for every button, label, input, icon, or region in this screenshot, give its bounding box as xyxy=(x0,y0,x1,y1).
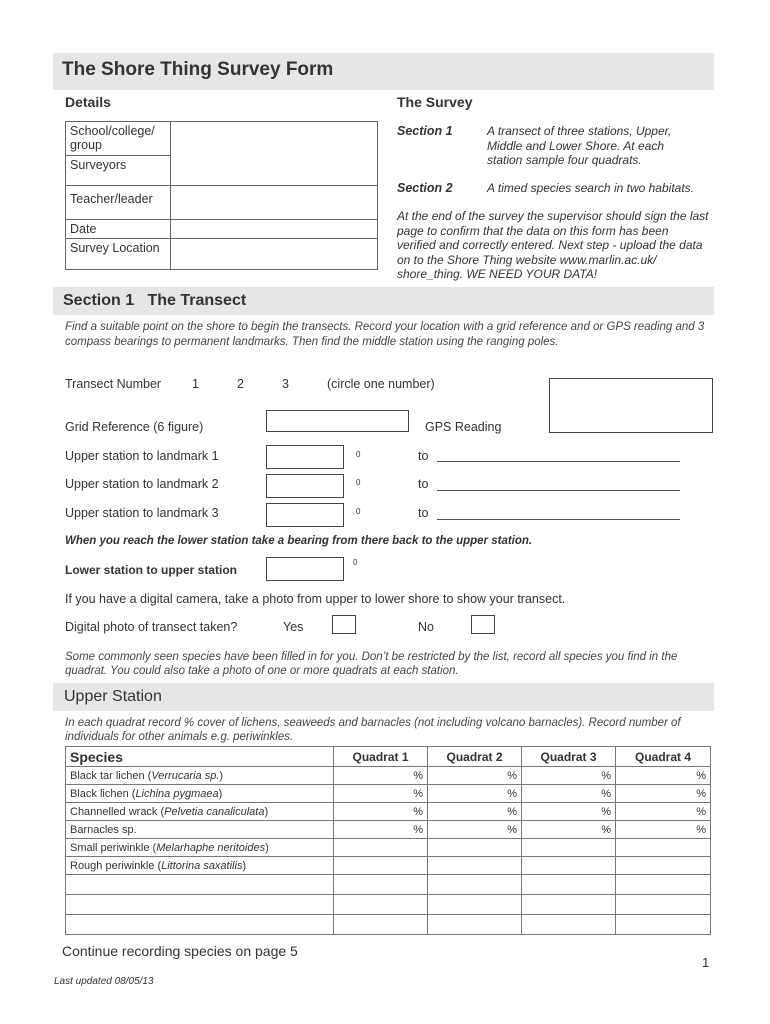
percent-sign: % xyxy=(601,805,611,818)
percent-sign: % xyxy=(507,787,517,800)
species-common-name: Black tar lichen xyxy=(70,769,145,782)
lower-station-note: When you reach the lower station take a bearing from there back to the upper station. xyxy=(65,535,533,547)
lower-station-bearing-input[interactable] xyxy=(266,557,344,581)
quadrat-2-cell[interactable] xyxy=(428,767,522,785)
blank-table-row xyxy=(66,895,711,915)
percent-sign: % xyxy=(413,823,423,836)
details-label-teacher: Teacher/leader xyxy=(70,192,153,206)
landmark-2-bearing-input[interactable] xyxy=(266,474,344,498)
species-name-cell xyxy=(66,821,334,839)
species-name-cell: Channelled wrack (Pelvetia canaliculata) xyxy=(66,803,334,821)
landmark-2-degree: 0 xyxy=(356,478,361,487)
quadrat-4-cell[interactable] xyxy=(616,803,711,821)
percent-sign: % xyxy=(696,823,706,836)
survey-section1-text: A transect of three stations, Upper, Middle and Lower Shore. At each station sample four quadrats. xyxy=(487,124,672,167)
quadrat-2-cell[interactable] xyxy=(428,895,522,915)
landmark-3-bearing-input[interactable] xyxy=(266,503,344,527)
quadrat-4-cell[interactable] xyxy=(616,767,711,785)
quadrat-3-cell[interactable] xyxy=(522,895,616,915)
landmark-1-bearing-input[interactable] xyxy=(266,445,344,469)
table-row xyxy=(66,785,711,803)
percent-sign: % xyxy=(601,787,611,800)
photo-yes-label: Yes xyxy=(283,620,304,634)
upper-station-heading: Upper Station xyxy=(64,688,162,705)
col-quadrat-4: Quadrat 4 xyxy=(616,747,711,767)
details-label-location: Survey Location xyxy=(70,241,160,255)
quadrat-2-cell[interactable] xyxy=(428,821,522,839)
percent-sign: % xyxy=(696,805,706,818)
survey-section2-text: A timed species search in two habitats. xyxy=(487,181,694,195)
survey-section2-label: Section 2 xyxy=(397,181,453,195)
quadrat-1-cell[interactable] xyxy=(334,875,428,895)
species-note: Some commonly seen species have been filled in for you. Don’t be restricted by the list, record all species you find in the quadrat. You could also take a photo of one or more quadrats at each station. xyxy=(65,651,678,677)
quadrat-4-cell[interactable] xyxy=(616,915,711,935)
landmark-3-degree: 0 xyxy=(356,507,361,516)
percent-sign: % xyxy=(507,769,517,782)
landmark-2-label: Upper station to landmark 2 xyxy=(65,477,219,491)
quadrat-3-cell[interactable] xyxy=(522,915,616,935)
table-row xyxy=(66,857,711,875)
quadrat-1-cell[interactable] xyxy=(334,915,428,935)
quadrat-1-cell[interactable] xyxy=(334,895,428,915)
quadrat-4-cell[interactable] xyxy=(616,857,711,875)
quadrat-2-cell[interactable] xyxy=(428,875,522,895)
species-common-name: Black lichen xyxy=(70,787,129,800)
details-label-surveyors: Surveyors xyxy=(70,158,127,172)
species-name-cell[interactable] xyxy=(66,875,334,895)
photo-yes-checkbox[interactable] xyxy=(332,615,356,634)
species-table xyxy=(65,746,711,935)
grid-ref-label: Grid Reference (6 figure) xyxy=(65,420,204,434)
percent-sign: % xyxy=(413,769,423,782)
quadrat-2-cell[interactable] xyxy=(428,915,522,935)
col-species: Species xyxy=(66,747,334,767)
quadrat-2-cell[interactable] xyxy=(428,803,522,821)
lower-station-degree: 0 xyxy=(353,558,358,567)
landmark-2-to-label: to xyxy=(418,477,429,491)
photo-label: Digital photo of transect taken? xyxy=(65,620,238,634)
species-common-name: Barnacles sp. xyxy=(70,823,137,836)
survey-section1-label: Section 1 xyxy=(397,124,453,138)
landmark-3-label: Upper station to landmark 3 xyxy=(65,506,219,520)
quadrat-4-cell[interactable] xyxy=(616,785,711,803)
species-name-cell[interactable] xyxy=(66,915,334,935)
percent-sign: % xyxy=(507,805,517,818)
table-row xyxy=(66,803,711,821)
photo-no-checkbox[interactable] xyxy=(471,615,495,634)
quadrat-3-cell[interactable] xyxy=(522,857,616,875)
circle-hint: (circle one number) xyxy=(327,377,435,391)
species-name-cell: Rough periwinkle (Littorina saxatilis) xyxy=(66,857,334,875)
form-title: The Shore Thing Survey Form xyxy=(62,59,334,80)
gps-label: GPS Reading xyxy=(425,420,502,434)
percent-sign: % xyxy=(507,823,517,836)
grid-ref-input[interactable] xyxy=(266,410,409,432)
section1-intro: Find a suitable point on the shore to begin the transects. Record your location with a grid reference and or GPS reading and 3 compass bearings to permanent landmarks. Then find the middle station using the ranging poles. xyxy=(65,321,705,348)
transect-number-1[interactable]: 1 xyxy=(192,377,199,391)
species-latin-name: Melarhaphe neritoides xyxy=(156,841,266,854)
details-label-school: School/college/ group xyxy=(70,124,155,152)
quadrat-4-cell[interactable] xyxy=(616,821,711,839)
quadrat-1-cell[interactable] xyxy=(334,857,428,875)
survey-note: At the end of the survey the supervisor should sign the last page to confirm that the data on this form has been verified and correctly entered. Next step - upload the data on to the Shore Thing website www.marlin.ac.uk/ shore_thing. WE NEED YOUR DATA! xyxy=(397,209,709,281)
percent-sign: % xyxy=(696,787,706,800)
quadrat-1-cell[interactable] xyxy=(334,839,428,857)
landmark-1-label: Upper station to landmark 1 xyxy=(65,449,219,463)
details-input-location[interactable] xyxy=(171,239,378,270)
page-number: 1 xyxy=(702,955,710,970)
species-latin-name: Pelvetia canaliculata xyxy=(164,805,265,818)
details-input-teacher[interactable] xyxy=(171,186,378,220)
species-common-name: Channelled wrack xyxy=(70,805,158,818)
photo-no-label: No xyxy=(418,620,434,634)
details-label-date: Date xyxy=(70,222,97,236)
quadrat-3-cell[interactable] xyxy=(522,839,616,857)
landmark-3-to-label: to xyxy=(418,506,429,520)
last-updated: Last updated 08/05/13 xyxy=(54,976,154,987)
blank-table-row xyxy=(66,915,711,935)
quadrat-4-cell[interactable] xyxy=(616,839,711,857)
quadrat-1-cell[interactable] xyxy=(334,803,428,821)
col-quadrat-1: Quadrat 1 xyxy=(334,747,428,767)
percent-sign: % xyxy=(601,823,611,836)
species-latin-name: Littorina saxatilis xyxy=(161,859,243,872)
species-name-cell[interactable] xyxy=(66,895,334,915)
col-quadrat-2: Quadrat 2 xyxy=(428,747,522,767)
details-input-date[interactable] xyxy=(171,220,378,239)
quadrat-3-cell[interactable] xyxy=(522,821,616,839)
quadrat-1-cell[interactable] xyxy=(334,785,428,803)
quadrat-3-cell[interactable] xyxy=(522,875,616,895)
quadrat-3-cell[interactable] xyxy=(522,785,616,803)
percent-sign: % xyxy=(601,769,611,782)
quadrat-2-cell[interactable] xyxy=(428,785,522,803)
quadrat-1-cell[interactable] xyxy=(334,821,428,839)
landmark-1-degree: 0 xyxy=(356,450,361,459)
species-name-cell: Small periwinkle (Melarhaphe neritoides) xyxy=(66,839,334,857)
details-input-school[interactable] xyxy=(171,122,378,186)
species-latin-name: Lichina pygmaea xyxy=(135,787,219,800)
gps-reading-box[interactable] xyxy=(549,378,713,433)
quadrat-1-cell[interactable] xyxy=(334,767,428,785)
species-name-cell: Black tar lichen (Verrucaria sp.) xyxy=(66,767,334,785)
quadrat-2-cell[interactable] xyxy=(428,839,522,857)
details-table xyxy=(65,121,378,270)
species-latin-name: Verrucaria sp. xyxy=(151,769,220,782)
landmark-2-line[interactable] xyxy=(437,490,680,491)
species-common-name: Rough periwinkle xyxy=(70,859,155,872)
transect-number-2[interactable]: 2 xyxy=(237,377,244,391)
camera-text: If you have a digital camera, take a photo from upper to lower shore to show your transect. xyxy=(65,592,566,606)
upper-station-intro: In each quadrat record % cover of lichens, seaweeds and barnacles (not including volcano barnacles). Record number of individuals for other animals e.g. periwinkles. xyxy=(65,717,681,743)
details-heading: Details xyxy=(65,94,111,110)
col-quadrat-3: Quadrat 3 xyxy=(522,747,616,767)
blank-table-row xyxy=(66,875,711,895)
table-row xyxy=(66,821,711,839)
table-row xyxy=(66,839,711,857)
quadrat-3-cell[interactable] xyxy=(522,803,616,821)
species-common-name: Small periwinkle xyxy=(70,841,150,854)
quadrat-4-cell[interactable] xyxy=(616,895,711,915)
percent-sign: % xyxy=(413,787,423,800)
quadrat-2-cell[interactable] xyxy=(428,857,522,875)
quadrat-3-cell[interactable] xyxy=(522,767,616,785)
section1-heading: Section 1 The Transect xyxy=(63,292,247,309)
transect-label: Transect Number xyxy=(65,377,162,391)
percent-sign: % xyxy=(413,805,423,818)
continue-text: Continue recording species on page 5 xyxy=(62,943,298,959)
table-row xyxy=(66,767,711,785)
landmark-1-line[interactable] xyxy=(437,461,680,462)
landmark-3-line[interactable] xyxy=(437,519,680,520)
lower-station-label: Lower station to upper station xyxy=(65,563,238,577)
survey-heading: The Survey xyxy=(397,94,473,110)
transect-number-3[interactable]: 3 xyxy=(282,377,289,391)
species-name-cell: Black lichen (Lichina pygmaea) xyxy=(66,785,334,803)
percent-sign: % xyxy=(696,769,706,782)
landmark-1-to-label: to xyxy=(418,449,429,463)
quadrat-4-cell[interactable] xyxy=(616,875,711,895)
